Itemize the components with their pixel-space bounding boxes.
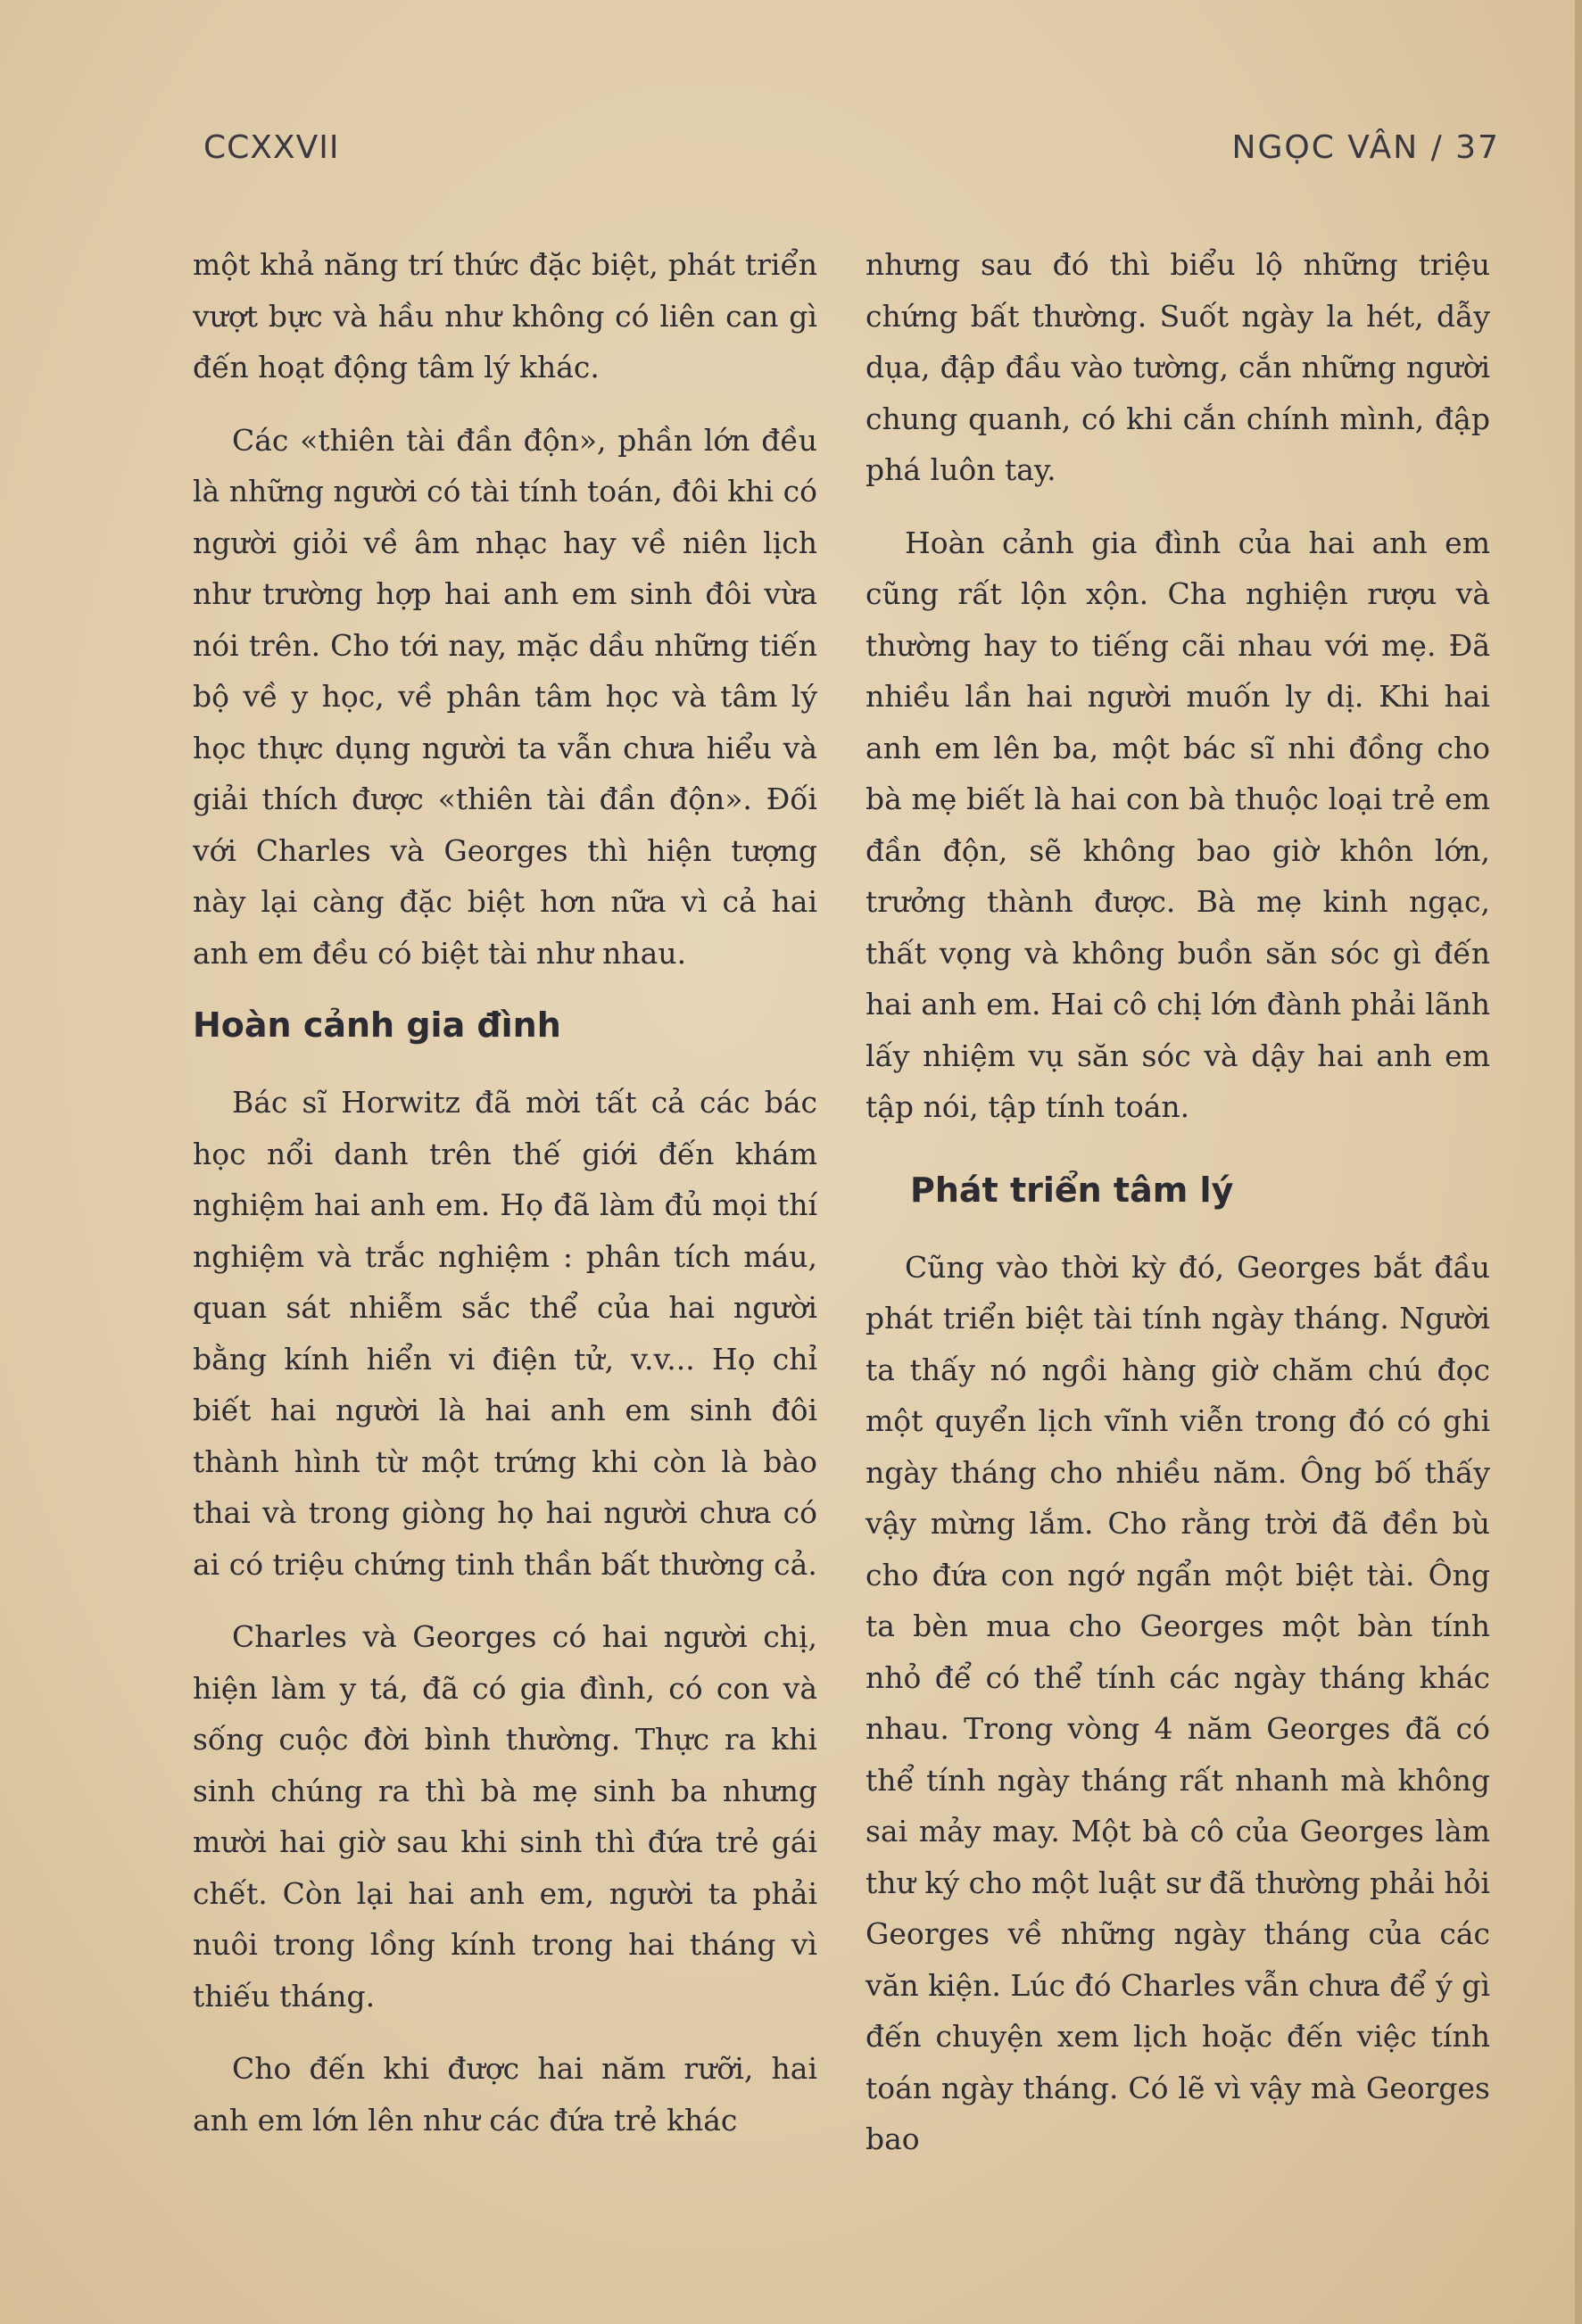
section-heading: Hoàn cảnh gia đình (193, 1005, 561, 1045)
paragraph: một khả năng trí thức đặc biệt, phát triển vượt bực và hầu như không có liên can gì đến hoạt động tâm lý khác. (193, 247, 817, 385)
left-column (193, 239, 817, 2167)
paragraph: Hoàn cảnh gia đình của hai anh em cũng rất lộn xộn. Cha nghiện rượu và thường hay to tiếng cãi nhau với mẹ. Đã nhiều lần hai người muốn ly dị. Khi hai anh em lên ba, một bác sĩ nhi đồng cho bà mẹ biết là hai con bà thuộc loại trẻ em đần độn, sẽ không bao giờ khôn lớn, trưởng thành được. Bà mẹ kinh ngạc, thất vọng và không buồn săn sóc gì đến hai anh em. Hai cô chị lớn đành phải lãnh lấy nhiệm vụ săn sóc và dậy hai anh em tập nói, tập tính toán. (866, 525, 1490, 1124)
page-header (203, 129, 1500, 174)
chapter-number: CCXXVII (203, 129, 340, 166)
section-heading: Phát triển tâm lý (910, 1170, 1234, 1210)
paragraph: Bác sĩ Horwitz đã mời tất cả các bác học nổi danh trên thế giới đến khám nghiệm hai anh em. Họ đã làm đủ mọi thí nghiệm và trắc nghiệm : phân tích máu, quan sát nhiễm sắc thể của hai người bằng kính hiển vi điện tử, v.v... Họ chỉ biết hai người là hai anh em sinh đôi thành hình từ một trứng khi còn là bào thai và trong giòng họ hai người chưa có ai có triệu chứng tinh thần bất thường cả. (193, 1085, 817, 1582)
running-title: NGỌC VÂN / 37 (1231, 129, 1500, 166)
paragraph: nhưng sau đó thì biểu lộ những triệu chứng bất thường. Suốt ngày la hét, dẫy dụa, đập đầu vào tường, cắn những người chung quanh, có khi cắn chính mình, đập phá luôn tay. (866, 247, 1490, 487)
paragraph: Charles và Georges có hai người chị, hiện làm y tá, đã có gia đình, có con và sống cuộc đời bình thường. Thực ra khi sinh chúng ra thì bà mẹ sinh ba nhưng mười hai giờ sau khi sinh thì đứa trẻ gái chết. Còn lại hai anh em, người ta phải nuôi trong lồng kính trong hai tháng vì thiếu tháng. (193, 1619, 817, 2014)
paragraph: Các «thiên tài đần độn», phần lớn đều là những người có tài tính toán, đôi khi có người giỏi về âm nhạc hay về niên lịch như trường hợp hai anh em sinh đôi vừa nói trên. Cho tới nay, mặc dầu những tiến bộ về y học, về phân tâm học và tâm lý học thực dụng người ta vẫn chưa hiểu và giải thích được «thiên tài đần độn». Đối với Charles và Georges thì hiện tượng này lại càng đặc biệt hơn nữa vì cả hai anh em đều có biệt tài như nhau. (193, 422, 817, 971)
paragraph: Cho đến khi được hai năm rưỡi, hai anh em lớn lên như các đứa trẻ khác (193, 2051, 817, 2138)
paragraph: Cũng vào thời kỳ đó, Georges bắt đầu phát triển biệt tài tính ngày tháng. Người ta thấy nó ngồi hàng giờ chăm chú đọc một quyển lịch vĩnh viễn trong đó có ghi ngày tháng cho nhiều năm. Ông bố thấy vậy mừng lắm. Cho rằng trời đã đền bù cho đứa con ngớ ngẩn một biệt tài. Ông ta bèn mua cho Georges một bàn tính nhỏ để có thể tính các ngày tháng khác nhau. Trong vòng 4 năm Georges đã có thể tính ngày tháng rất nhanh mà không sai mảy may. Một bà cô của Georges làm thư ký cho một luật sư đã thường phải hỏi Georges về những ngày tháng của các văn kiện. Lúc đó Charles vẫn chưa để ý gì đến chuyện xem lịch hoặc đến việc tính toán ngày tháng. Có lẽ vì vậy mà Georges bao (866, 1249, 1490, 2156)
right-column (866, 239, 1490, 2187)
